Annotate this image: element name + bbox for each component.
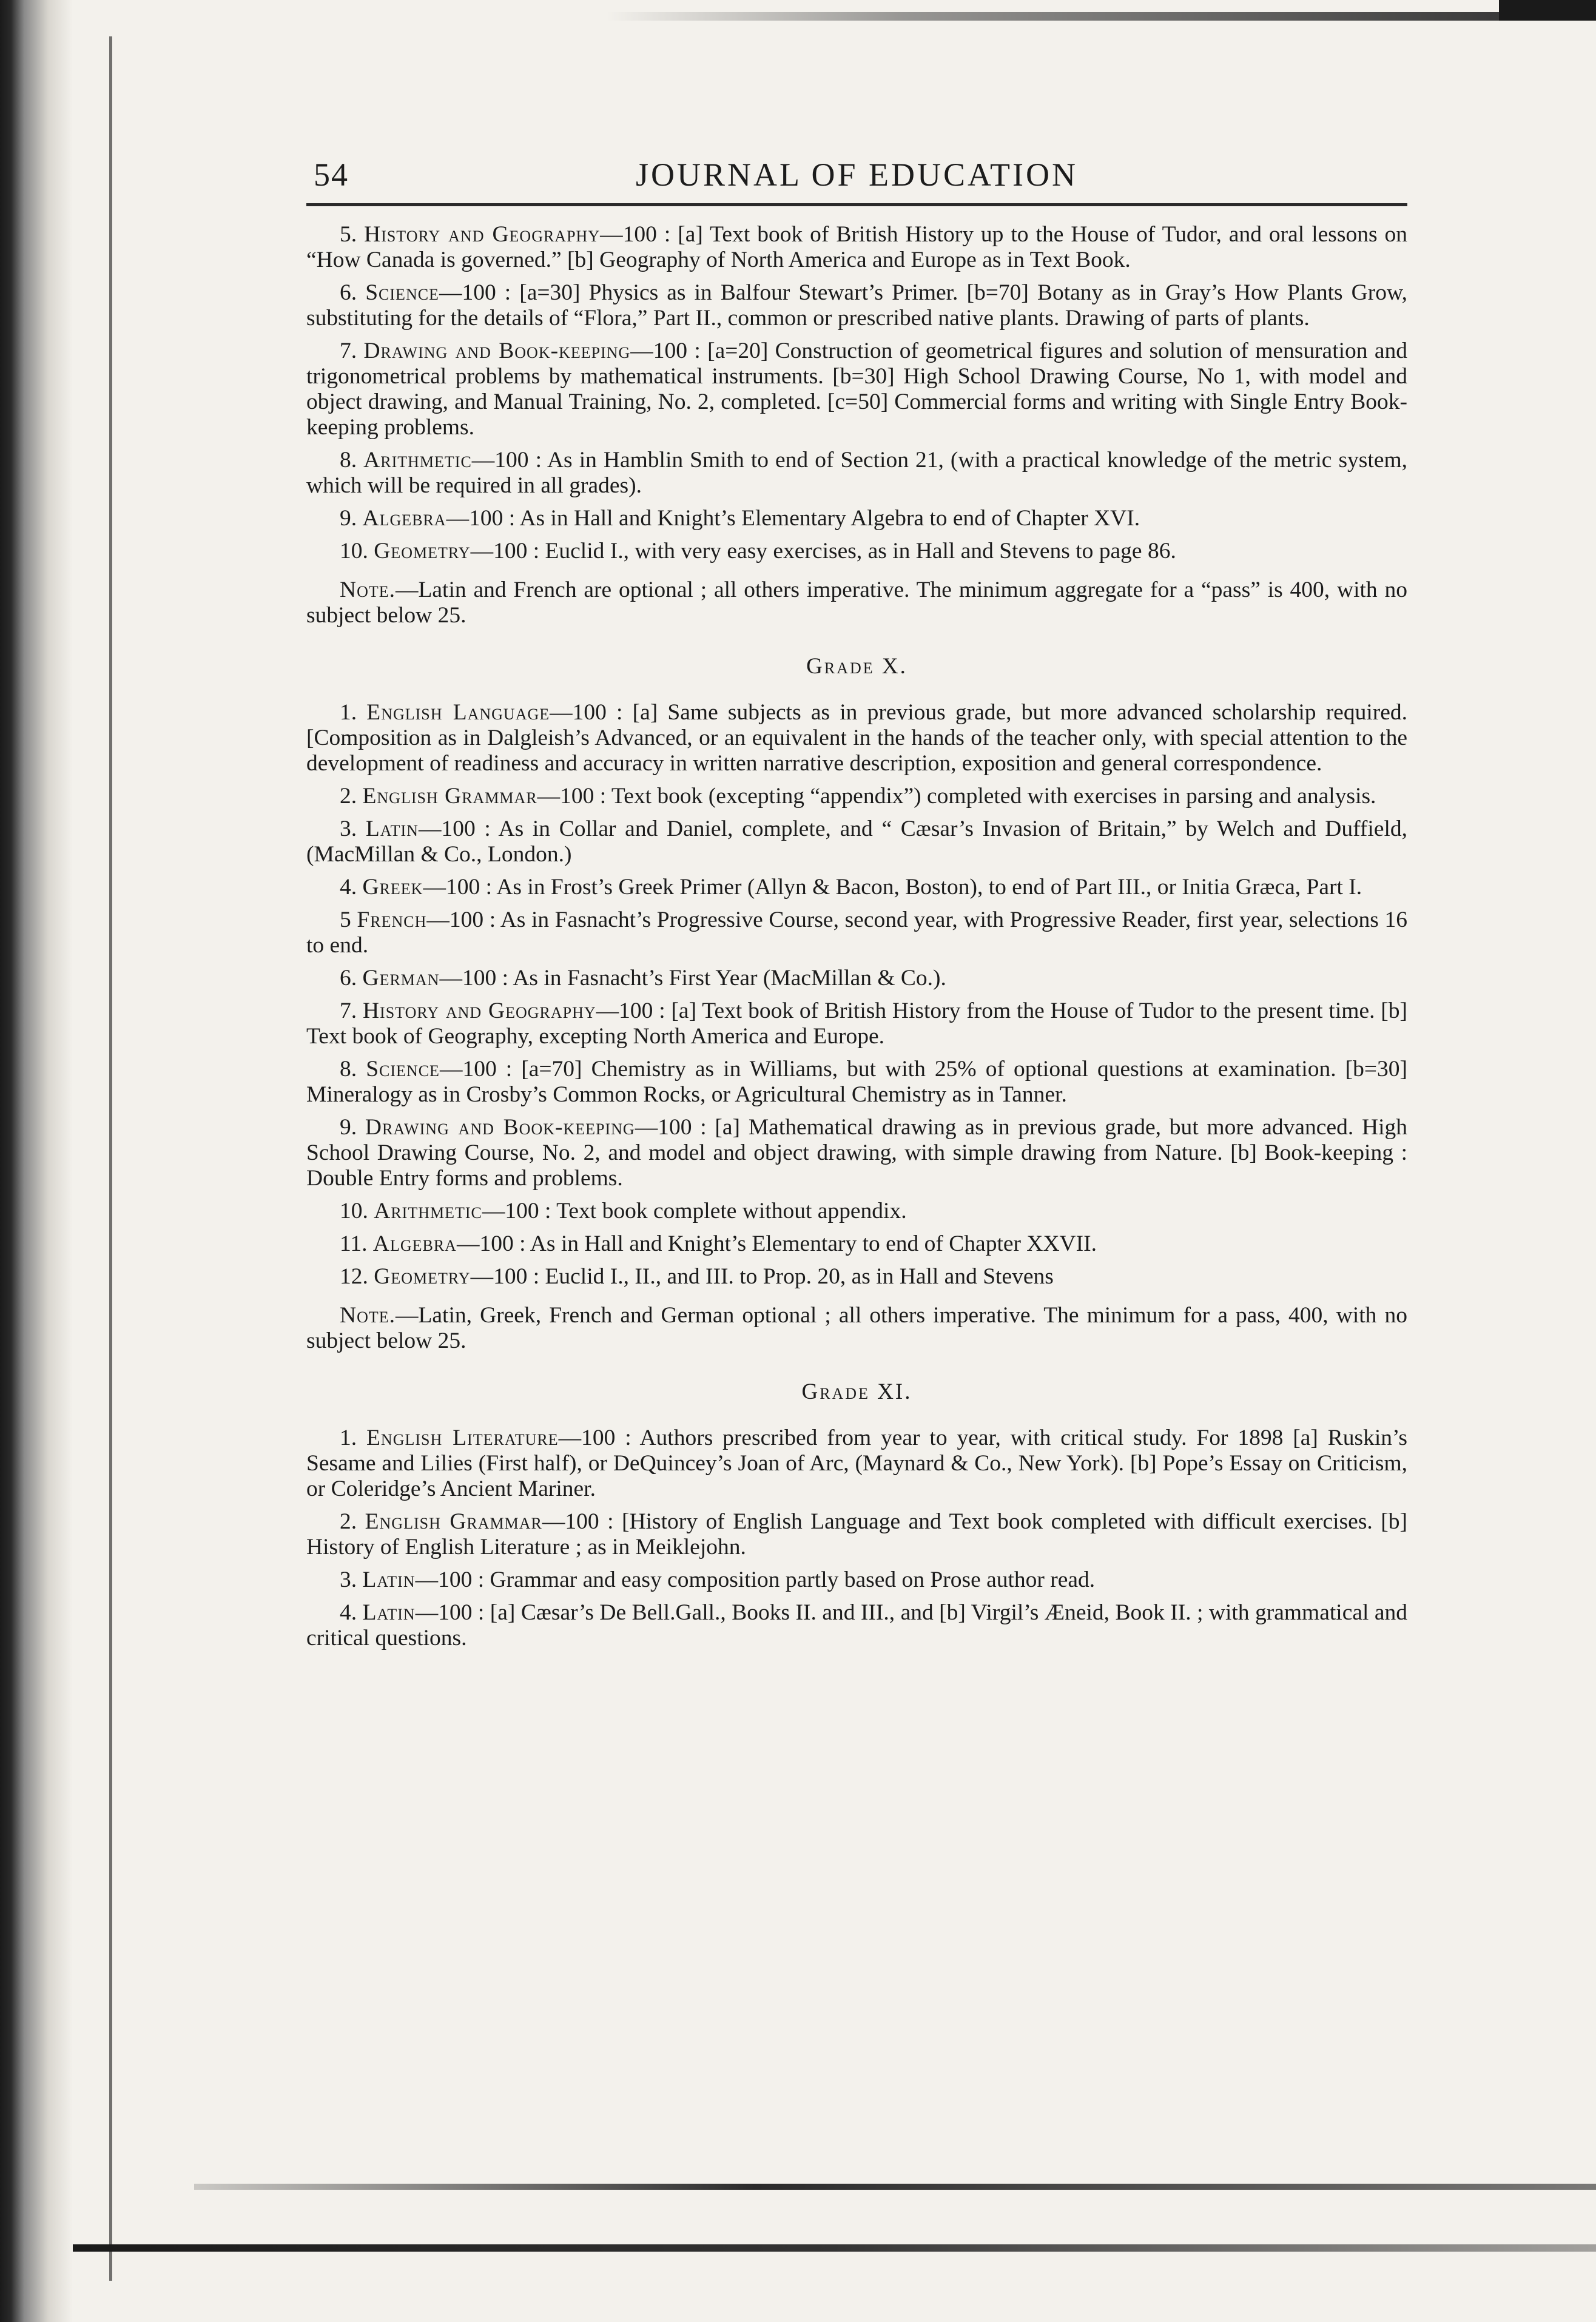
subject-text: —100 : As in Hall and Knight’s Elementary to end of Chapter XXVII. [456, 1231, 1097, 1256]
item-number: 3. [340, 816, 357, 841]
subject-name: English Grammar [362, 784, 537, 809]
subject-text: —100 : [a=30] Physics as in Balfour Stewart’s Primer. [b=70] Botany as in Gray’s How Plants Grow, substituting for the details of “Flora,” Part II., common or prescribed native plants. Drawing of parts of plants. [306, 280, 1408, 331]
item-number: 9. [340, 506, 357, 531]
subject-paragraph [306, 907, 1407, 958]
section-grade-xi [306, 1425, 1407, 1651]
subject-paragraph [306, 280, 1407, 331]
subject-name: Latin [362, 1600, 416, 1625]
subject-name: English Literature [366, 1425, 559, 1450]
subject-text: —100 : As in Hamblin Smith to end of Section 21, (with a practical knowledge of the metric system, which will be required in all grades). [306, 448, 1408, 498]
note-paragraph [306, 1303, 1407, 1354]
item-number: 1. [340, 1425, 357, 1450]
subject-text: —100 : [a=20] Construction of geometrical figures and solution of mensuration and trigonometrical problems by mathematical instruments. [b=30] High School Drawing Course, No 1, with model and object drawing, and Manual Training, No. 2, completed. [c=50] Commercial forms and writing with Single Entry Book-keeping problems. [306, 338, 1407, 440]
subject-paragraph [306, 700, 1407, 776]
subject-text: —100 : [a] Mathematical drawing as in previous grade, but more advanced. High School Drawing Course, No. 2, and model and object drawing, with simple drawing from Nature. [b] Book-keeping : Double Entry forms and problems. [306, 1115, 1407, 1191]
item-number: 5 [340, 907, 351, 932]
subject-paragraph [306, 1115, 1407, 1191]
subject-paragraph [306, 816, 1407, 867]
item-number: 11. [340, 1231, 368, 1256]
subject-text: —100 : Euclid I., with very easy exercises, as in Hall and Stevens to page 86. [470, 539, 1176, 564]
page-header [306, 155, 1407, 206]
subject-text: —100 : [a=70] Chemistry as in Williams, but with 25% of optional questions at examination. [b=30] Mineralogy as in Crosby’s Common Rocks, or Agricultural Chemistry as in Tanner. [306, 1057, 1408, 1107]
subject-name: Geometry [374, 539, 471, 564]
subject-name: Arithmetic [374, 1199, 482, 1223]
document-page [306, 155, 1407, 1658]
item-number: 4. [340, 875, 357, 900]
subject-name: Greek [362, 875, 423, 900]
subject-text: —100 : As in Hall and Knight’s Elementary Algebra to end of Chapter XVI. [446, 506, 1140, 531]
body-text [306, 222, 1407, 1651]
note-text: —Latin, Greek, French and German optional ; all others imperative. The minimum for a pass, 400, with no subject below 25. [306, 1303, 1407, 1353]
grade-xi-heading: Grade XI. [801, 1379, 912, 1404]
subject-text: —100 : Authors prescribed from year to year, with critical study. For 1898 [a] Ruskin’s Sesame and Lilies (First half), or DeQuincey’s Joan of Arc, (Maynard & Co., New York). [b] Pope’s Essay on Criticism, or Coleridge’s Ancient Mariner. [306, 1425, 1408, 1501]
section-grade-ix-continued [306, 222, 1407, 628]
subject-name: Drawing and Book-keeping [363, 338, 631, 363]
item-number: 2. [340, 1509, 357, 1534]
subject-name: Science [366, 1057, 440, 1082]
item-number: 10. [340, 539, 368, 564]
subject-paragraph [306, 506, 1407, 531]
scan-shadow-bottom-edge [73, 2244, 1596, 2252]
item-number: 5. [340, 222, 357, 247]
subject-name: History and Geography [362, 998, 596, 1023]
item-number: 7. [340, 338, 357, 363]
item-number: 8. [340, 448, 357, 473]
subject-paragraph [306, 1231, 1407, 1257]
subject-text: —100 : As in Fasnacht’s Progressive Course, second year, with Progressive Reader, first year, selections 16 to end. [306, 907, 1407, 958]
subject-text: —100 : [a] Text book of British History up to the House of Tudor, and oral lessons on “How Canada is governed.” [b] Geography of North America and Europe as in Text Book. [306, 222, 1408, 272]
subject-paragraph [306, 539, 1407, 564]
note-text: —Latin and French are optional ; all others imperative. The minimum aggregate for a “pass” is 400, with no subject below 25. [306, 577, 1407, 628]
page-number: 54 [314, 156, 349, 193]
item-number: 3. [340, 1567, 357, 1592]
item-number: 6. [340, 966, 357, 991]
subject-text: —100 : As in Frost’s Greek Primer (Allyn & Bacon, Boston), to end of Part III., or Initia Græca, Part I. [423, 875, 1362, 900]
item-number: 8. [340, 1057, 357, 1082]
subject-paragraph [306, 1057, 1407, 1108]
subject-paragraph [306, 1425, 1407, 1502]
subject-name: Geometry [374, 1264, 471, 1289]
item-number: 9. [340, 1115, 357, 1140]
subject-paragraph [306, 784, 1407, 809]
subject-paragraph [306, 1567, 1407, 1593]
subject-name: Latin [362, 1567, 416, 1592]
subject-name: History and Geography [364, 222, 601, 247]
item-number: 2. [340, 784, 357, 809]
subject-text: —100 : [a] Same subjects as in previous grade, but more advanced scholarship required. [Composition as in Dalgleish’s Advanced, or an equivalent in the hands of the teacher only, with special attention to the development of readiness and accuracy in written narrative description, exposition and general correspondence. [306, 700, 1407, 776]
item-number: 12. [340, 1264, 368, 1289]
subject-paragraph [306, 966, 1407, 991]
subject-paragraph [306, 1509, 1407, 1560]
note-label: Note. [340, 577, 396, 602]
subject-paragraph [306, 338, 1407, 440]
subject-name: French [357, 907, 427, 932]
subject-name: German [362, 966, 440, 991]
grade-x-heading: Grade X. [806, 654, 907, 679]
subject-name: Arithmetic [363, 448, 472, 473]
note-label: Note. [340, 1303, 396, 1328]
subject-text: —100 : Grammar and easy composition partly based on Prose author read. [415, 1567, 1096, 1592]
item-number: 6. [340, 280, 357, 305]
subject-text: —100 : Text book complete without appendix. [482, 1199, 907, 1223]
item-number: 7. [340, 998, 357, 1023]
section-grade-x [306, 700, 1407, 1354]
running-head: JOURNAL OF EDUCATION [635, 156, 1078, 193]
subject-name: Algebra [362, 506, 446, 531]
subject-name: English Grammar [365, 1509, 542, 1534]
subject-text: —100 : Euclid I., II., and III. to Prop. 20, as in Hall and Stevens [470, 1264, 1054, 1289]
item-number: 10. [340, 1199, 368, 1223]
scan-corner-dark [1499, 0, 1596, 21]
subject-text: —100 : Text book (excepting “appendix”) completed with exercises in parsing and analysis. [537, 784, 1376, 809]
subject-text: —100 : [a] Text book of British History from the House of Tudor to the present time. [b] Text book of Geography, excepting North America and Europe. [306, 998, 1408, 1049]
item-number: 1. [340, 700, 357, 725]
subject-text: —100 : As in Collar and Daniel, complete, and “ Cæsar’s Invasion of Britain,” by Welch and Duffield, (MacMillan & Co., London.) [306, 816, 1408, 867]
scan-shadow-left [0, 0, 73, 2322]
subject-name: Drawing and Book-keeping [365, 1115, 635, 1140]
note-paragraph [306, 577, 1407, 628]
item-number: 4. [340, 1600, 357, 1625]
subject-text: —100 : As in Fasnacht’s First Year (MacMillan & Co.). [439, 966, 946, 991]
subject-text: —100 : [a] Cæsar’s De Bell.Gall., Books II. and III., and [b] Virgil’s Æneid, Book II. ; with grammatical and critical questions. [306, 1600, 1407, 1651]
subject-paragraph [306, 1264, 1407, 1290]
scan-line-left [109, 36, 112, 2281]
subject-paragraph [306, 998, 1407, 1049]
subject-paragraph [306, 1600, 1407, 1651]
subject-name: English Language [366, 700, 550, 725]
subject-name: Science [365, 280, 439, 305]
subject-paragraph [306, 875, 1407, 900]
subject-name: Algebra [372, 1231, 457, 1256]
subject-paragraph [306, 448, 1407, 499]
subject-paragraph [306, 222, 1407, 273]
subject-paragraph [306, 1199, 1407, 1224]
subject-name: Latin [365, 816, 419, 841]
subject-text: —100 : [History of English Language and Text book completed with difficult exercises. [b] History of English Literature ; as in Meiklejohn. [306, 1509, 1408, 1560]
scan-shadow-bottom [194, 2184, 1596, 2190]
scan-shadow-top [607, 12, 1596, 21]
